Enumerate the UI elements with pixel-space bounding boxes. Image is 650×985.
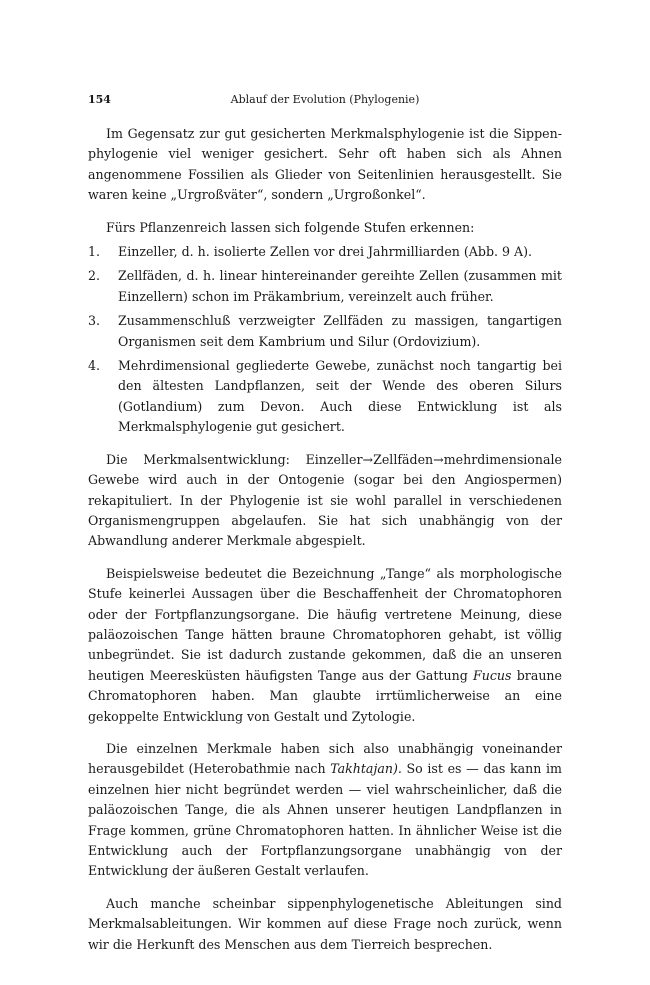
stage-number: 3. (88, 313, 101, 329)
paragraph-sippenphylogenie: Auch manche scheinbar sippenphylogenetische Ableitungen sind Merkmalsableitungen. Wir kommen auf diese Frage noch zurück, wenn wir die Herkunft des Menschen aus dem Tierreich besprechen. (88, 895, 562, 952)
paragraph-tange-part-a: Beispielsweise bedeutet die Bezeichnung „Tange“ als morphologische Stufe keinerlei Aussagen über die Beschaffenheit der Chromatophoren oder der Fortpflanzungsorgane. Die häufig vertretene Meinung, diese paläozoischen Tange hätten braune Chromatophoren gehabt, ist völlig unbegründet. Sie ist dadurch zustande gekommen, daß die an unseren heutigen Meeresküsten häufigsten Tange aus der Gattung (88, 565, 562, 683)
paragraph-phylogenie-intro: Im Gegensatz zur gut gesicherten Merkmalsphylogenie ist die Sippen-phylogenie viel weniger gesichert. Sehr oft haben sich als Ahnen angenommene Fossilien als Glieder von Seitenlinien herausgestellt. Sie waren keine „Urgroßväter“, sondern „Urgroßonkel“. (88, 126, 562, 203)
stage-number: 2. (88, 268, 101, 284)
body-text (88, 124, 562, 967)
running-title: Ablauf der Evolution (Phylogenie) (230, 93, 420, 106)
paragraph-heterobathmie-part-a: Die einzelnen Merkmale haben sich also unabhängig voneinander herausgebildet (Heterobathmie nach (88, 740, 562, 777)
stage-number: 4. (88, 358, 101, 374)
stage-item-4 (88, 356, 562, 438)
stage-text: Zellfäden, d. h. linear hintereinander gereihte Zellen (zusammen mit Einzellern) schon im Präkambrium, vereinzelt auch früher. (118, 268, 562, 304)
page-header (88, 93, 562, 111)
genus-name-fucus: Fucus (473, 667, 512, 683)
paragraph-tange-part-b: braune Chromatophoren haben. Man glaubte irrtümlicherweise an eine gekoppelte Entwicklung von Gestalt und Zytologie. (88, 667, 562, 724)
stage-item-2 (88, 266, 562, 307)
paragraph-merkmalsentwicklung: Die Merkmalsentwicklung: Einzeller→Zellfäden→mehrdimensionale Gewebe wird auch in der Ontogenie (sogar bei den Angiospermen) rekapituliert. In der Phylogenie ist sie wohl parallel in verschiedenen Organismengruppen abgelaufen. Sie hat sich unabhängig von der Abwandlung anderer Merkmale abgespielt. (88, 451, 562, 549)
stage-item-1 (88, 242, 562, 262)
stage-item-3 (88, 311, 562, 352)
stage-text: Mehrdimensional gegliederte Gewebe, zunächst noch tangartig bei den ältesten Landpflanzen, seit der Wende des oberen Silurs (Gotlandium) zum Devon. Auch diese Entwicklung ist als Merkmalsphylogenie gut gesichert. (118, 358, 562, 435)
stages-intro: Fürs Pflanzenreich lassen sich folgende Stufen erkennen: (106, 219, 475, 235)
paragraph-tange (88, 564, 562, 727)
stage-number: 1. (88, 244, 101, 260)
stage-text: Zusammenschluß verzweigter Zellfäden zu massigen, tangartigen Organismen seit dem Kambrium und Silur (Ordovizium). (118, 313, 562, 349)
stages-list (88, 242, 562, 438)
author-name-takhtajan: Takhtajan). (330, 761, 402, 777)
stage-text: Einzeller, d. h. isolierte Zellen vor drei Jahrmilliarden (Abb. 9 A). (118, 244, 533, 260)
paragraph-heterobathmie-part-b: So ist es — das kann im einzelnen hier nicht begründet werden — viel wahrscheinlicher, daß die paläozoischen Tange, die als Ahnen unserer heutigen Landpflanzen in Frage kommen, grüne Chromatophoren hatten. In ähnlicher Weise ist die Entwicklung auch der Fortpflanzungsorgane unabhängig von der Entwicklung der äußeren Gestalt verlaufen. (88, 761, 562, 879)
paragraph-heterobathmie (88, 739, 562, 882)
page-number: 154 (88, 93, 111, 106)
